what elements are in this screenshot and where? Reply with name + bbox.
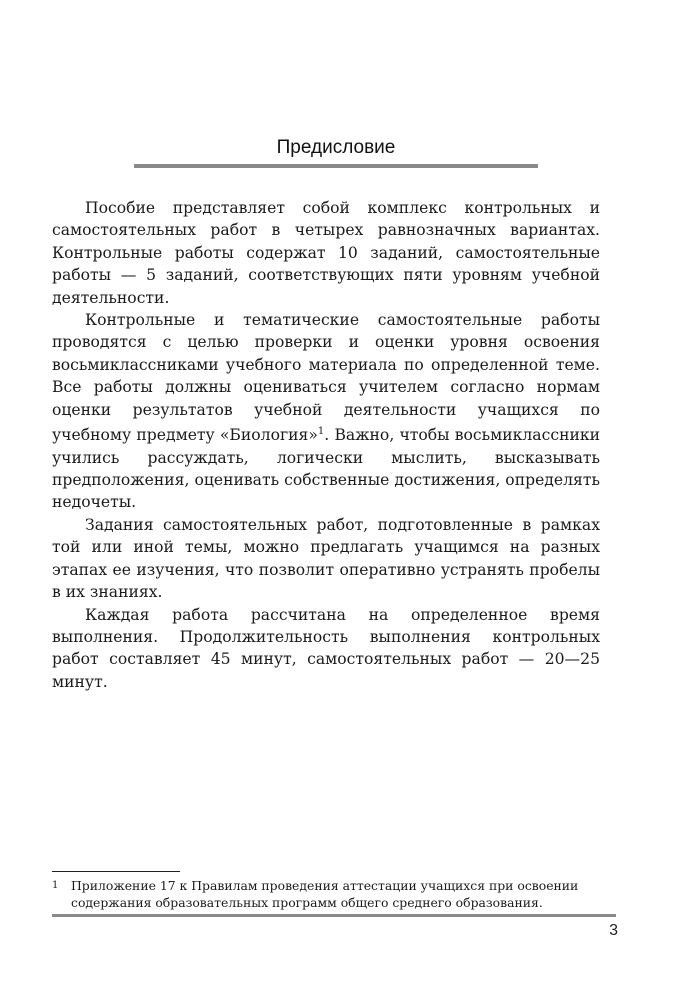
footnote-mark: 1 bbox=[52, 880, 59, 891]
heading-divider bbox=[134, 164, 538, 168]
paragraph-3: Задания самостоятельных работ, подготовленные в рамках той или иной темы, можно предлагать учащимся на разных этапах ее изучения, что позволит оперативно устранять пробелы в их знаниях. bbox=[52, 515, 600, 602]
footnote-divider bbox=[52, 871, 180, 872]
paragraph-1: Пособие представляет собой комплекс контрольных и самостоятельных работ в четырех равнозначных вариантах. Контрольные работы содержат 10 заданий, самостоятельные работы — 5 заданий, соответствующих пяти уровням учебной деятельности. bbox=[52, 199, 600, 307]
page-title: Предисловие bbox=[276, 137, 396, 158]
footnote-reference: 1 bbox=[317, 426, 325, 438]
paragraph-2-continuation: Важно, чтобы восьмиклассники учились рассуждать, логически мыслить, высказывать предположения, оценивать собственные достижения, определять недочеты. bbox=[52, 426, 601, 512]
paragraph-4: Каждая работа рассчитана на определенное время выполнения. Продолжительность выполнения контрольных работ составляет 45 минут, самостоятельных работ — 20—25 минут. bbox=[52, 605, 600, 691]
paragraph-2: Контрольные и тематические самостоятельные работы проводятся с целью проверки и оценки уровня освоения восьмиклассниками учебного материала по определенной теме. Все работы должны оцениваться учителем согласно нормам оценки результатов учебной деятельности учащихся по учебному предмету «Биология»$^1$. Важно, чтобы восьмиклассники учились рассуждать, логически мыслить, высказывать предположения, оценивать собственные достижения, определять недочеты. bbox=[52, 311, 601, 512]
body-text bbox=[52, 197, 600, 693]
footnote-text: Приложение 17 к Правилам проведения аттестации учащихся при освоении содержания образовательных программ общего среднего образования. bbox=[71, 878, 579, 910]
paragraph-2-text: Контрольные и тематические самостоятельные работы проводятся с целью проверки и оценки уровня освоения восьмиклассниками учебного материала по определенной теме. Все работы должны оцениваться учителем согласно нормам оценки результатов учебной деятельности учащихся по учебному предмету «Биология» bbox=[52, 311, 600, 445]
bottom-divider bbox=[52, 914, 616, 917]
page-number: 3 bbox=[609, 922, 618, 939]
footnote bbox=[52, 877, 612, 911]
